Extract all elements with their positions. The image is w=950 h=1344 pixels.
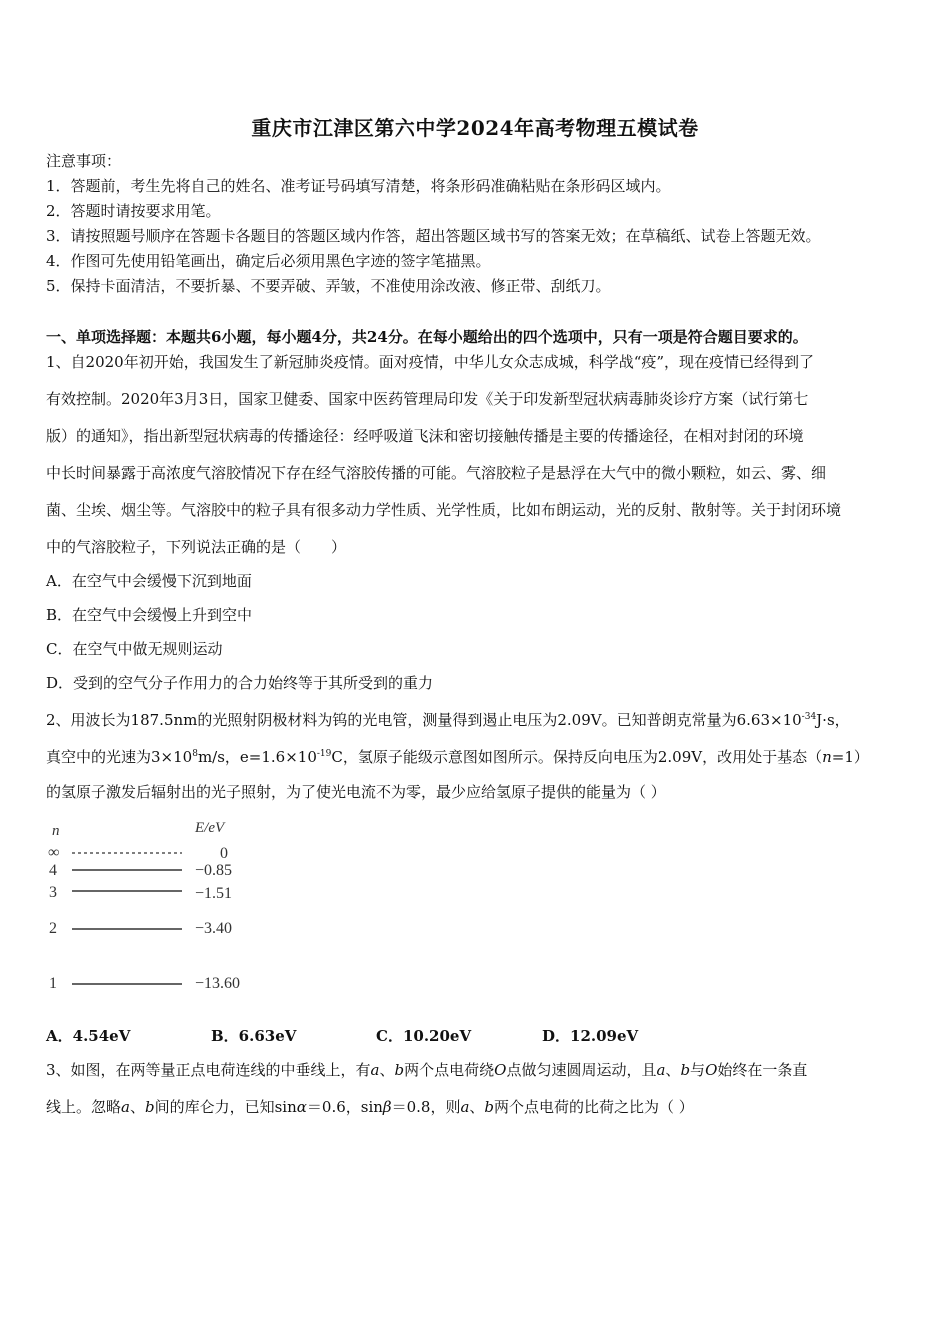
q3-var-b: b bbox=[680, 1061, 691, 1079]
q2-text: m/s，e=1.6×10 bbox=[197, 748, 317, 766]
level-e-1: −13.60 bbox=[195, 975, 241, 992]
energy-level-diagram bbox=[40, 815, 260, 1000]
q2-line-1 bbox=[46, 707, 908, 730]
q3-text: 间的库仑力，已知sin bbox=[154, 1098, 297, 1116]
q3-text: 点做匀速圆周运动，且 bbox=[506, 1061, 657, 1079]
diagram-n-label: n bbox=[52, 823, 60, 839]
q2-text: 2、用波长为187.5nm的光照射阴极材料为钨的光电管，测量得到遏止电压为2.09V。已知普朗克常量为6.63×10 bbox=[46, 711, 802, 729]
level-n-2: 2 bbox=[49, 920, 57, 937]
q3-text: 两个点电荷的比荷之比为（ ） bbox=[494, 1098, 694, 1116]
q3-text: 两个点电荷绕 bbox=[404, 1061, 495, 1079]
level-e-2: −3.40 bbox=[195, 920, 233, 937]
q2-text: 真空中的光速为3×10 bbox=[46, 748, 193, 766]
q1-option-a: A．在空气中会缓慢下沉到地面 bbox=[46, 572, 252, 590]
q3-var-b: b bbox=[144, 1098, 155, 1116]
notice-item-1: 1．答题前，考生先将自己的姓名、准考证号码填写清楚，将条形码准确粘贴在条形码区域内。 bbox=[46, 177, 671, 195]
q2-choice-b: B．6.63eV bbox=[211, 1027, 297, 1045]
q3-var-a: a bbox=[121, 1098, 130, 1116]
q2-choice-a: A．4.54eV bbox=[46, 1027, 131, 1045]
q3-var-a: a bbox=[370, 1061, 380, 1079]
exam-title: 重庆市江津区第六中学2024年高考物理五模试卷 bbox=[251, 116, 699, 140]
q3-text: 与 bbox=[690, 1061, 706, 1079]
q3-var-o: O bbox=[494, 1061, 507, 1079]
q1-line-2: 有效控制。2020年3月3日，国家卫健委、国家中医药管理局印发《关于印发新型冠状病毒肺炎诊疗方案（试行第七 bbox=[46, 390, 809, 408]
level-e-4: −0.85 bbox=[195, 862, 233, 879]
q1-line-5: 菌、尘埃、烟尘等。气溶胶中的粒子具有很多动力学性质、光学性质，比如布朗运动，光的反射、散射等。关于封闭环境 bbox=[46, 501, 842, 519]
q2-exponent: -34 bbox=[801, 712, 817, 722]
q2-text: C，氢原子能级示意图如图所示。保持反向电压为2.09V，改用处于基态（ bbox=[331, 748, 823, 766]
q3-line-1 bbox=[46, 1060, 908, 1080]
q2-line-2 bbox=[46, 744, 908, 767]
q2-choice-c: C．10.20eV bbox=[376, 1027, 472, 1045]
level-e-inf: 0 bbox=[220, 845, 228, 862]
q3-var-o: O bbox=[705, 1061, 718, 1079]
level-n-3: 3 bbox=[49, 884, 57, 901]
q3-text: 、 bbox=[379, 1061, 395, 1079]
q2-exponent: -19 bbox=[316, 749, 332, 759]
q1-line-1: 1、自2020年初开始，我国发生了新冠肺炎疫情。面对疫情，中华儿女众志成城，科学战“疫”，现在疫情已经得到了 bbox=[46, 353, 815, 371]
q3-text: ＝0.6，sin bbox=[306, 1098, 383, 1116]
notice-item-5: 5．保持卡面清洁，不要折暴、不要弄破、弄皱，不准使用涂改液、修正带、刮纸刀。 bbox=[46, 277, 611, 295]
q3-var-b: b bbox=[394, 1061, 405, 1079]
q3-var-beta: β bbox=[382, 1098, 392, 1116]
q1-line-4: 中长时间暴露于高浓度气溶胶情况下存在经气溶胶传播的可能。气溶胶粒子是悬浮在大气中的微小颗粒，如云、雾、细 bbox=[46, 464, 827, 482]
notice-item-3: 3．请按照题号顺序在答题卡各题目的答题区域内作答，超出答题区域书写的答案无效；在草稿纸、试卷上答题无效。 bbox=[46, 227, 821, 245]
level-e-3: −1.51 bbox=[195, 885, 233, 902]
q3-text: 、 bbox=[665, 1061, 681, 1079]
q1-line-6: 中的气溶胶粒子，下列说法正确的是（ ） bbox=[46, 538, 347, 556]
q3-line-2 bbox=[46, 1097, 908, 1117]
notice-item-2: 2．答题时请按要求用笔。 bbox=[46, 202, 221, 220]
diagram-e-label: E/eV bbox=[195, 820, 225, 836]
q2-choices bbox=[46, 1025, 908, 1045]
q2-exponent: 8 bbox=[192, 749, 198, 759]
q3-text: 、 bbox=[469, 1098, 485, 1116]
q3-var-a: a bbox=[460, 1098, 470, 1116]
q2-choice-d: D．12.09eV bbox=[542, 1027, 639, 1045]
notice-heading: 注意事项： bbox=[46, 152, 122, 170]
q3-var-alpha: α bbox=[296, 1098, 307, 1116]
q3-text: 始终在一条直 bbox=[717, 1061, 808, 1079]
q3-var-b: b bbox=[484, 1098, 495, 1116]
q2-var-n: n bbox=[822, 748, 832, 766]
q1-line-3: 版）的通知》，指出新型冠状病毒的传播途径：经呼吸道飞沫和密切接触传播是主要的传播途径，在相对封闭的环境 bbox=[46, 427, 804, 445]
q3-text: 3、如图，在两等量正点电荷连线的中垂线上，有 bbox=[46, 1061, 371, 1079]
q3-text: ＝0.8，则 bbox=[391, 1098, 461, 1116]
q1-option-c: C．在空气中做无规则运动 bbox=[46, 640, 223, 658]
level-n-4: 4 bbox=[49, 862, 57, 879]
q1-option-b: B．在空气中会缓慢上升到空中 bbox=[46, 606, 253, 624]
q1-option-d: D．受到的空气分子作用力的合力始终等于其所受到的重力 bbox=[46, 674, 434, 692]
notice-item-4: 4．作图可先使用铅笔画出，确定后必须用黑色字迹的签字笔描黑。 bbox=[46, 252, 491, 270]
q2-text: =1） bbox=[831, 748, 869, 766]
section-heading: 一、单项选择题：本题共6小题，每小题4分，共24分。在每小题给出的四个选项中，只有一项是符合题目要求的。 bbox=[46, 328, 808, 346]
q3-var-a: a bbox=[656, 1061, 666, 1079]
q2-line-3: 的氢原子激发后辐射出的光子照射，为了使光电流不为零，最少应给氢原子提供的能量为（ ） bbox=[46, 783, 666, 801]
level-n-inf: ∞ bbox=[48, 844, 60, 861]
q3-text: 线上。忽略 bbox=[46, 1098, 122, 1116]
q3-text: 、 bbox=[129, 1098, 145, 1116]
q2-text: J·s， bbox=[816, 711, 850, 729]
level-n-1: 1 bbox=[49, 975, 57, 992]
